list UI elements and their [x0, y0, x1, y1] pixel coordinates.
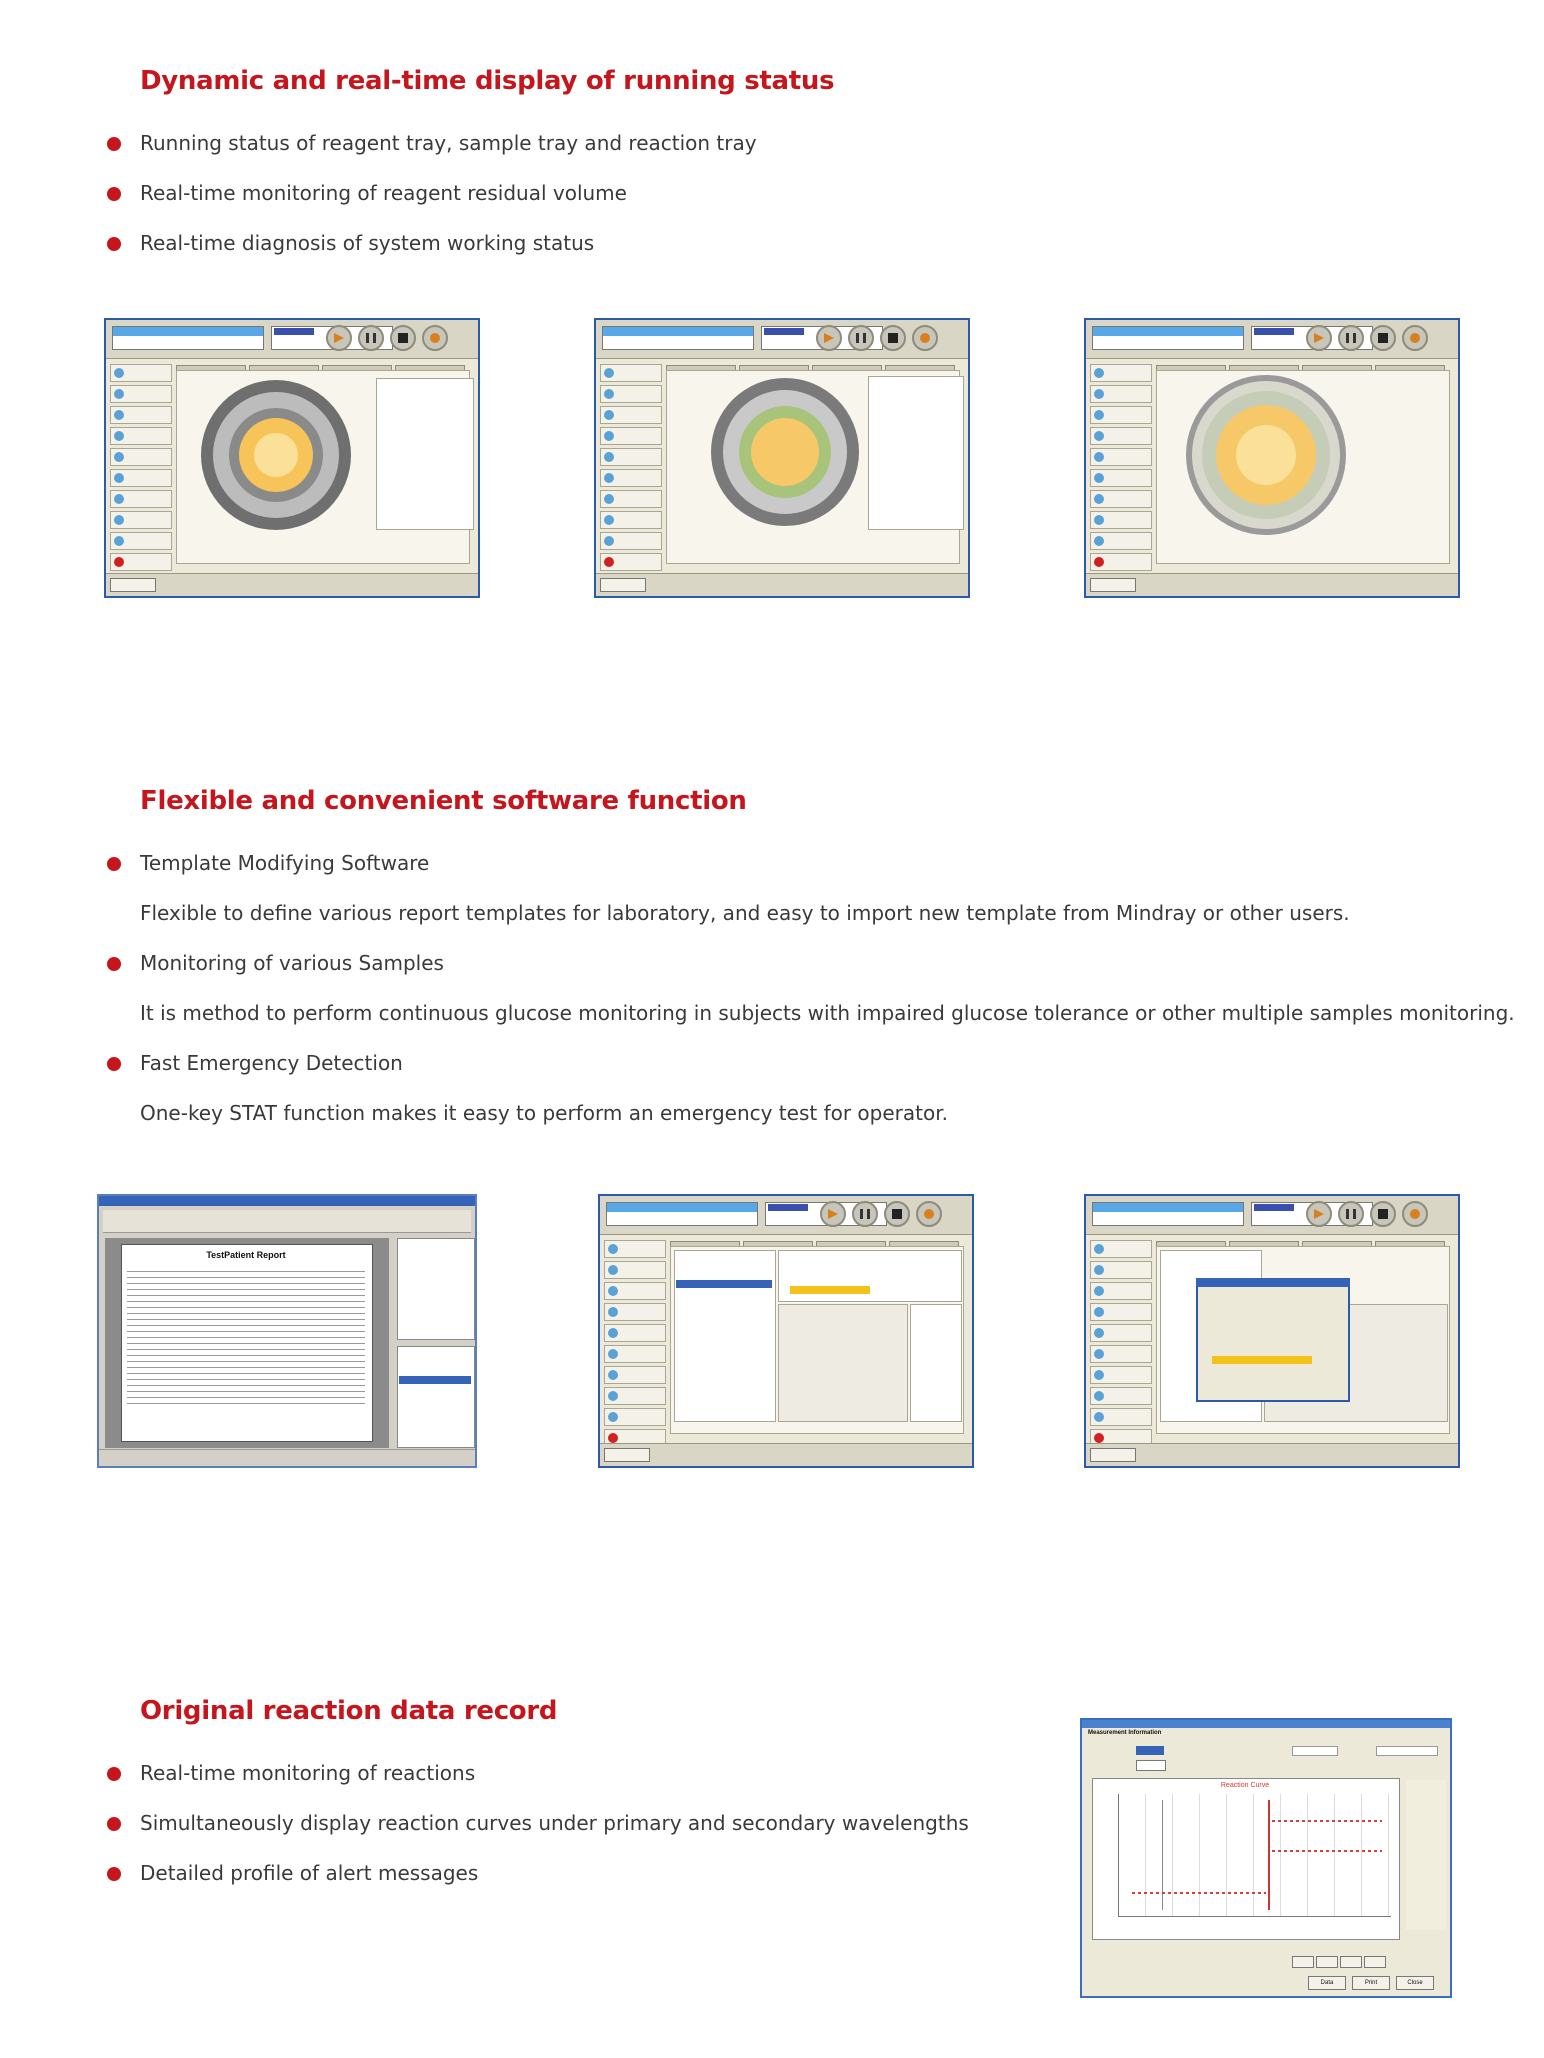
- section-title-software-function: Flexible and convenient software function: [140, 786, 747, 816]
- bullet-text: Fast Emergency Detection: [140, 1051, 403, 1075]
- bullet-text: Real-time monitoring of reagent residual volume: [140, 181, 627, 205]
- sample-tray-screenshot: [594, 318, 970, 598]
- bullet-dot: [107, 1817, 121, 1831]
- bullet-text: Template Modifying Software: [140, 851, 430, 875]
- bullet-dot: [107, 137, 121, 151]
- bullet-dot: [107, 1867, 121, 1881]
- close-button[interactable]: Close: [1396, 1976, 1434, 1990]
- sample-list-screenshot: [598, 1194, 974, 1468]
- bullet-text: Real-time diagnosis of system working status: [140, 231, 595, 255]
- bullet-dot: [107, 237, 121, 251]
- measurement-info-header: Measurement Information: [1088, 1730, 1162, 1736]
- bullet-dot: [107, 187, 121, 201]
- bullet-text: Real-time monitoring of reactions: [140, 1761, 476, 1785]
- bullet-description: One-key STAT function makes it easy to perform an emergency test for operator.: [140, 1101, 948, 1125]
- bullet-dot: [107, 957, 121, 971]
- bullet-text: Monitoring of various Samples: [140, 951, 444, 975]
- section-title-running-status: Dynamic and real-time display of running status: [140, 66, 835, 96]
- data-button[interactable]: Data: [1308, 1976, 1346, 1990]
- reagent-tray-screenshot: [104, 318, 480, 598]
- report-template-screenshot: [97, 1194, 477, 1468]
- stat-dialog-screenshot: [1084, 1194, 1460, 1468]
- bullet-dot: [107, 857, 121, 871]
- bullet-dot: [107, 1767, 121, 1781]
- bullet-text: Detailed profile of alert messages: [140, 1861, 479, 1885]
- reaction-tray-screenshot: [1084, 318, 1460, 598]
- bullet-text: Simultaneously display reaction curves under primary and secondary wavelengths: [140, 1811, 969, 1835]
- bullet-dot: [107, 1057, 121, 1071]
- bullet-description: It is method to perform continuous glucose monitoring in subjects with impaired glucose tolerance or other multiple samples monitoring.: [140, 1001, 1515, 1025]
- section-title-reaction-data: Original reaction data record: [140, 1696, 558, 1726]
- reaction-curve-screenshot: [1080, 1718, 1452, 1998]
- print-button[interactable]: Print: [1352, 1976, 1390, 1990]
- reaction-curve-title: Reaction Curve: [1220, 1782, 1270, 1789]
- bullet-text: Running status of reagent tray, sample tray and reaction tray: [140, 131, 757, 155]
- report-title: TestPatient Report: [206, 1250, 286, 1260]
- bullet-description: Flexible to define various report templates for laboratory, and easy to import new template from Mindray or other users.: [140, 901, 1350, 925]
